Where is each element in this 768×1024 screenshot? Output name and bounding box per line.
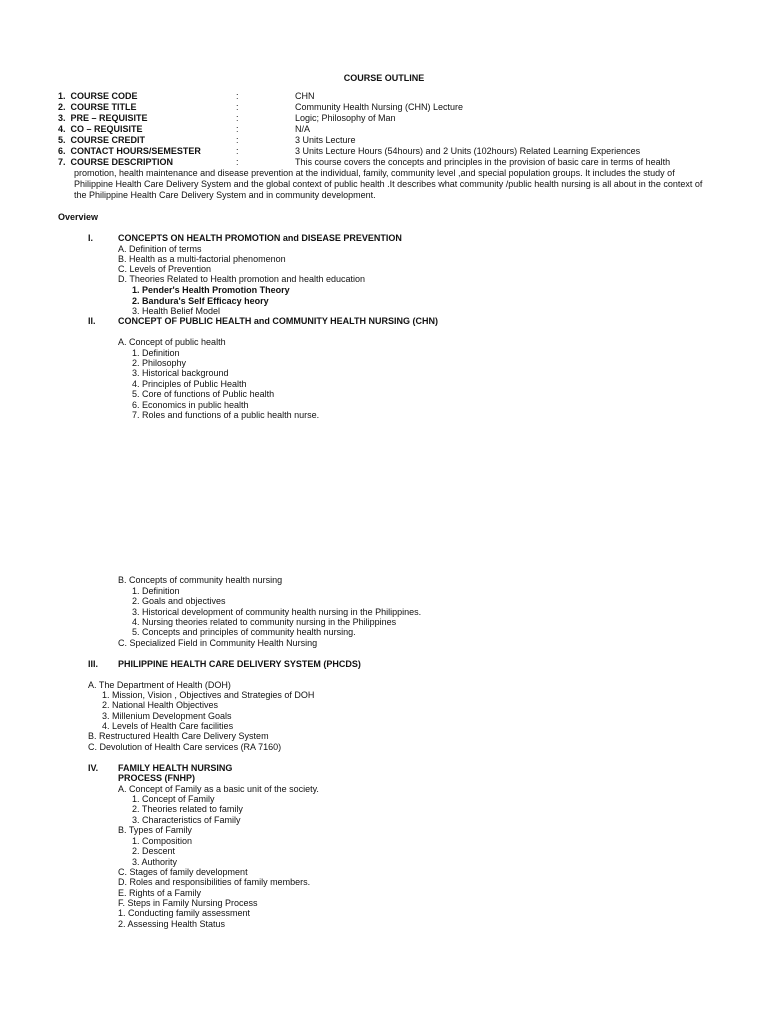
sub-list-item: 2. Bandura's Self Efficacy heory <box>132 296 269 306</box>
sub-list-item: 3. Characteristics of Family <box>132 815 241 825</box>
list-item: C. Stages of family development <box>118 867 248 877</box>
list-item: B. Concepts of community health nursing <box>118 575 283 585</box>
overview-heading: Overview <box>58 212 99 222</box>
section-title-continued: PROCESS (FNHP) <box>118 773 196 783</box>
sub-list-item: 3. Authority <box>132 857 178 867</box>
row-label: 1. COURSE CODE <box>58 91 138 101</box>
sub-list-item: 2. Theories related to family <box>132 804 243 814</box>
contact-hours-value: 3 Units Lecture Hours (54hours) and 2 Units (102hours) Related Learning Experiences <box>295 146 641 156</box>
sub-list-item: 2. National Health Objectives <box>102 700 219 710</box>
list-item: B. Health as a multi-factorial phenomenon <box>118 254 286 264</box>
sub-list-item: 5. Core of functions of Public health <box>132 389 275 399</box>
list-item: A. Definition of terms <box>118 244 202 254</box>
list-item: B. Types of Family <box>118 825 192 835</box>
row-label: 7. COURSE DESCRIPTION <box>58 157 174 167</box>
sub-list-item: 3. Historical background <box>132 368 229 378</box>
section-title: CONCEPT OF PUBLIC HEALTH and COMMUNITY HEALTH NURSING (CHN) <box>118 316 438 326</box>
section-numeral: IV. <box>88 763 99 773</box>
sub-list-item: 3. Historical development of community health nursing in the Philippines. <box>132 607 422 617</box>
sub-list-item: 1. Definition <box>132 586 180 596</box>
section-title: FAMILY HEALTH NURSING <box>118 763 233 773</box>
sub-list-item: 1. Composition <box>132 836 193 846</box>
list-item: C. Levels of Prevention <box>118 264 212 274</box>
colon: : <box>236 135 239 145</box>
list-item: D. Theories Related to Health promotion and health education <box>118 274 365 284</box>
co-requisite-value: N/A <box>295 124 311 134</box>
section-title: PHILIPPINE HEALTH CARE DELIVERY SYSTEM (PHCDS) <box>118 659 361 669</box>
sub-list-item: 3. Millenium Development Goals <box>102 711 232 721</box>
description-line: promotion, health maintenance and disease prevention at the individual, family, community level ,and special population groups. It includes the study of <box>74 168 675 178</box>
row-label: 6. CONTACT HOURS/SEMESTER <box>58 146 201 156</box>
page-title: COURSE OUTLINE <box>343 73 425 83</box>
sub-list-item: 1. Concept of Family <box>132 794 215 804</box>
colon: : <box>236 91 239 101</box>
sub-list-item: 6. Economics in public health <box>132 400 249 410</box>
list-item: B. Restructured Health Care Delivery System <box>88 731 269 741</box>
row-label: 4. CO – REQUISITE <box>58 124 143 134</box>
section-numeral: I. <box>88 233 94 243</box>
sub-list-item: 4. Nursing theories related to community nursing in the Philippines <box>132 617 397 627</box>
section-numeral: II. <box>88 316 96 326</box>
sub-list-item: 2. Descent <box>132 846 176 856</box>
row-label: 5. COURSE CREDIT <box>58 135 146 145</box>
sub-list-item: 5. Concepts and principles of community health nursing. <box>132 627 356 637</box>
colon: : <box>236 102 239 112</box>
sub-list-item: 3. Health Belief Model <box>132 306 221 316</box>
course-code-value: CHN <box>295 91 315 101</box>
course-credit-value: 3 Units Lecture <box>295 135 356 145</box>
colon: : <box>236 124 239 134</box>
list-item: E. Rights of a Family <box>118 888 202 898</box>
colon: : <box>236 146 239 156</box>
sub-list-item: 1. Definition <box>132 348 180 358</box>
row-label: 3. PRE – REQUISITE <box>58 113 148 123</box>
row-label: 2. COURSE TITLE <box>58 102 137 112</box>
list-item: A. Concept of public health <box>118 337 226 347</box>
sub-list-item: 2. Philosophy <box>132 358 187 368</box>
colon: : <box>236 113 239 123</box>
course-description-value: This course covers the concepts and principles in the provision of basic care in terms of health <box>295 157 671 167</box>
list-item: A. Concept of Family as a basic unit of the society. <box>118 784 319 794</box>
list-item: A. The Department of Health (DOH) <box>88 680 231 690</box>
sub-list-item: 4. Principles of Public Health <box>132 379 247 389</box>
description-line: the Philippine Health Care Delivery System and in community development. <box>74 190 376 200</box>
list-item: 2. Assessing Health Status <box>118 919 226 929</box>
list-item: 1. Conducting family assessment <box>118 908 251 918</box>
sub-list-item: 2. Goals and objectives <box>132 596 226 606</box>
sub-list-item: 1. Pender's Health Promotion Theory <box>132 285 290 295</box>
sub-list-item: 4. Levels of Health Care facilities <box>102 721 234 731</box>
description-line: Philippine Health Care Delivery System and the global context of public health .It describes what community /public health nursing is all about in the context of <box>74 179 703 189</box>
list-item: C. Specialized Field in Community Health Nursing <box>118 638 318 648</box>
sub-list-item: 7. Roles and functions of a public health nurse. <box>132 410 320 420</box>
colon: : <box>236 157 239 167</box>
section-title: CONCEPTS ON HEALTH PROMOTION and DISEASE PREVENTION <box>118 233 402 243</box>
list-item: C. Devolution of Health Care services (RA 7160) <box>88 742 282 752</box>
list-item: D. Roles and responsibilities of family members. <box>118 877 311 887</box>
sub-list-item: 1. Mission, Vision , Objectives and Strategies of DOH <box>102 690 315 700</box>
section-numeral: III. <box>88 659 99 669</box>
pre-requisite-value: Logic; Philosophy of Man <box>295 113 396 123</box>
list-item: F. Steps in Family Nursing Process <box>118 898 258 908</box>
course-title-value: Community Health Nursing (CHN) Lecture <box>295 102 464 112</box>
